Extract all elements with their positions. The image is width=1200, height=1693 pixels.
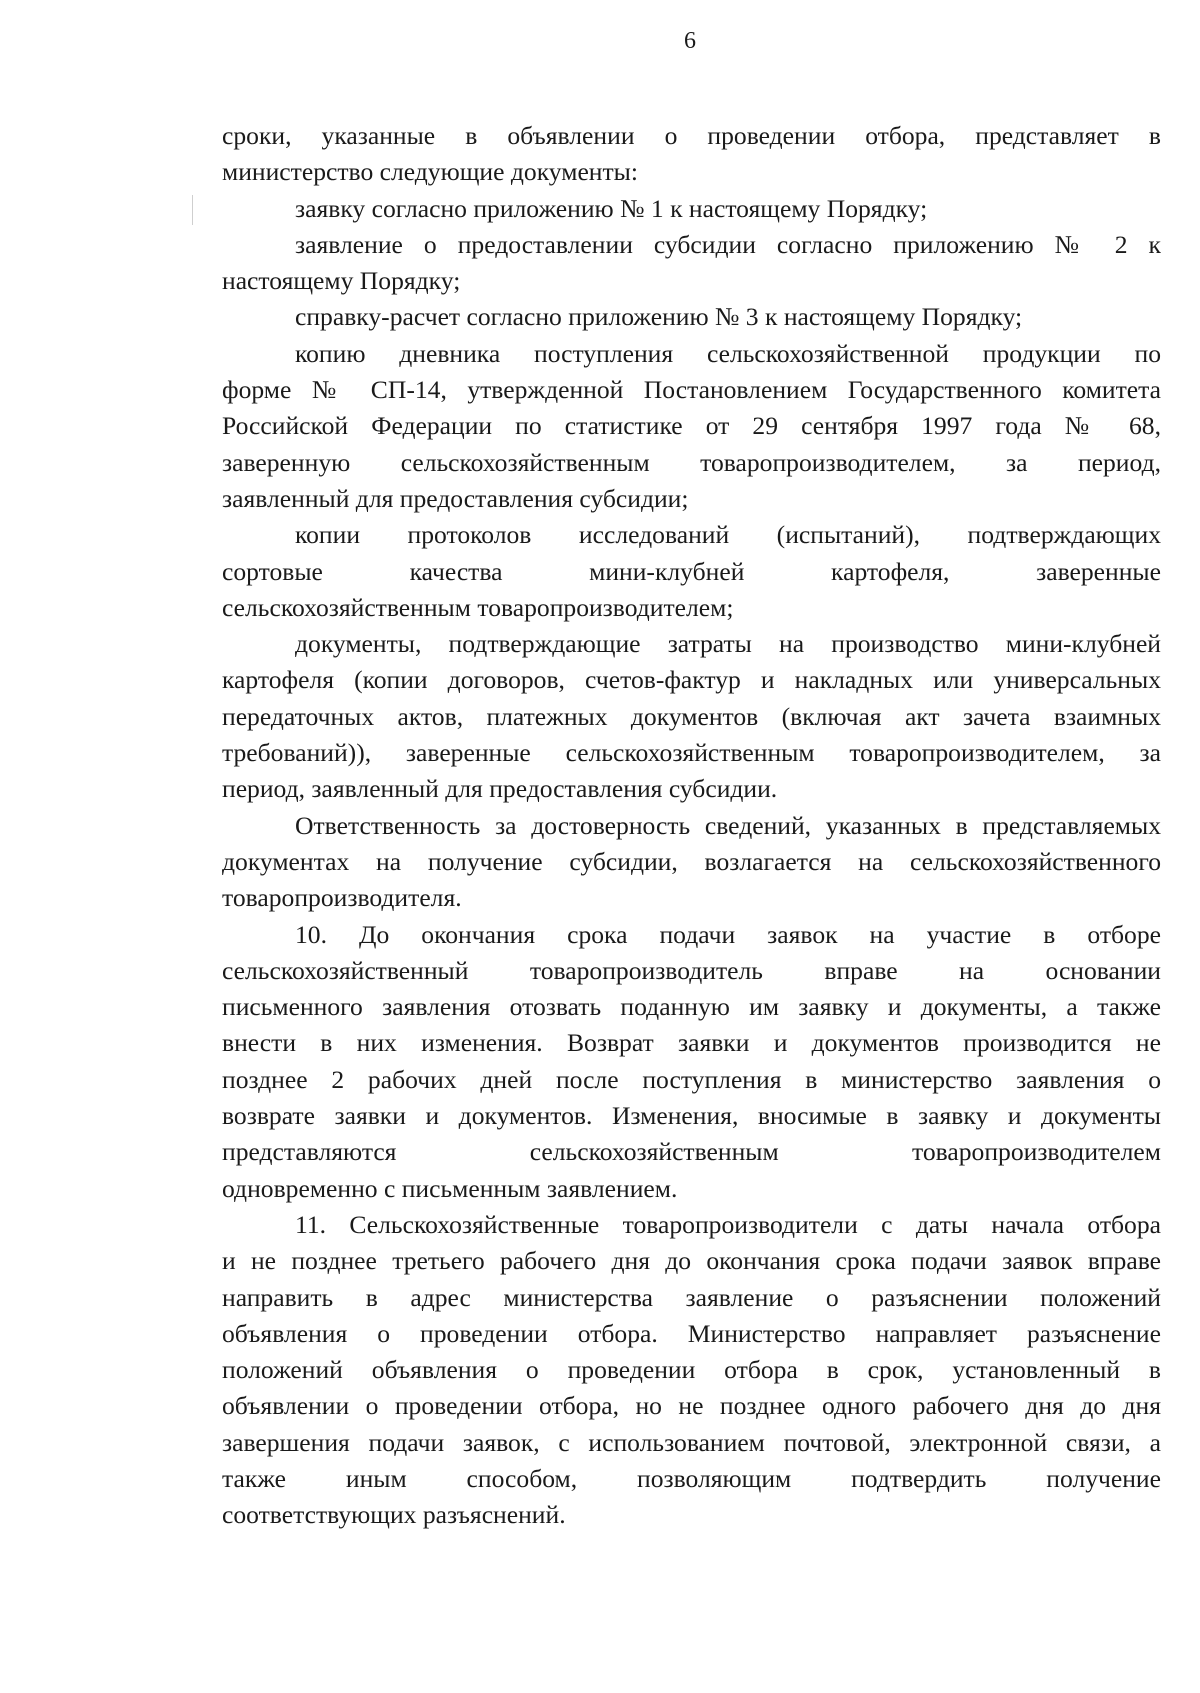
text-line: министерство следующие документы: xyxy=(222,157,638,187)
text-line: заявленный для предоставления субсидии; xyxy=(222,483,689,513)
text-line: заверенную сельскохозяйственным товаропроизводителем, за период, xyxy=(222,447,1161,477)
text-line: соответствующих разъяснений. xyxy=(222,1500,566,1530)
text-line: сортовые качества мини-клубней картофеля, заверенные xyxy=(222,556,1161,586)
text-line: заявление о предоставлении субсидии согласно приложению № 2 к xyxy=(295,229,1161,259)
text-line: письменного заявления отозвать поданную им заявку и документы, а также xyxy=(222,992,1161,1022)
text-line: Российской Федерации по статистике от 29 сентября 1997 года № 68, xyxy=(222,411,1161,441)
text-line: товаропроизводителя. xyxy=(222,883,462,913)
text-line: настоящему Порядку; xyxy=(222,266,461,296)
text-line: объявления о проведении отбора. Министерство направляет разъяснение xyxy=(222,1318,1161,1348)
text-line: положений объявления о проведении отбора в срок, установленный в xyxy=(222,1355,1161,1385)
text-line: заявку согласно приложению № 1 к настоящему Порядку; xyxy=(295,193,928,223)
text-line: сельскохозяйственный товаропроизводитель вправе на основании xyxy=(222,955,1161,985)
text-line: направить в адрес министерства заявление о разъяснении положений xyxy=(222,1282,1161,1312)
text-line: внести в них изменения. Возврат заявки и документов производится не xyxy=(222,1028,1161,1058)
text-line: передаточных актов, платежных документов (включая акт зачета взаимных xyxy=(222,701,1161,731)
text-line: завершения подачи заявок, с использованием почтовой, электронной связи, а xyxy=(222,1427,1161,1457)
page-number xyxy=(0,28,1200,55)
text-line: позднее 2 рабочих дней после поступления в министерство заявления о xyxy=(222,1064,1161,1094)
text-line: копии протоколов исследований (испытаний), подтверждающих xyxy=(295,520,1161,550)
text-line: представляются сельскохозяйственным товаропроизводителем xyxy=(222,1137,1161,1167)
text-line: возврате заявки и документов. Изменения, вносимые в заявку и документы xyxy=(222,1101,1161,1131)
document-body-text xyxy=(222,118,1161,1534)
text-line: 10. До окончания срока подачи заявок на участие в отборе xyxy=(295,919,1161,949)
text-line: копию дневника поступления сельскохозяйственной продукции по xyxy=(295,338,1161,368)
text-line: Ответственность за достоверность сведений, указанных в представляемых xyxy=(295,810,1161,840)
text-line: и не позднее третьего рабочего дня до окончания срока подачи заявок вправе xyxy=(222,1246,1161,1276)
scan-artifact-line xyxy=(192,195,193,225)
text-line: период, заявленный для предоставления субсидии. xyxy=(222,774,778,804)
text-line: форме № СП-14, утвержденной Постановлением Государственного комитета xyxy=(222,375,1161,405)
text-line: сельскохозяйственным товаропроизводителем; xyxy=(222,592,734,622)
text-line: требований)), заверенные сельскохозяйственным товаропроизводителем, за xyxy=(222,738,1161,768)
text-line: документы, подтверждающие затраты на производство мини-клубней xyxy=(295,629,1161,659)
text-line: одновременно с письменным заявлением. xyxy=(222,1173,678,1203)
text-line: объявлении о проведении отбора, но не позднее одного рабочего дня до дня xyxy=(222,1391,1161,1421)
text-line: документах на получение субсидии, возлагается на сельскохозяйственного xyxy=(222,846,1161,876)
page-number-text: 6 xyxy=(684,28,696,54)
text-line: также иным способом, позволяющим подтвердить получение xyxy=(222,1463,1161,1493)
text-line: справку-расчет согласно приложению № 3 к настоящему Порядку; xyxy=(295,302,1023,332)
text-line: сроки, указанные в объявлении о проведении отбора, представляет в xyxy=(222,121,1161,150)
text-line: картофеля (копии договоров, счетов-фактур и накладных или универсальных xyxy=(222,665,1161,695)
text-line: 11. Сельскохозяйственные товаропроизводители с даты начала отбора xyxy=(295,1209,1161,1239)
